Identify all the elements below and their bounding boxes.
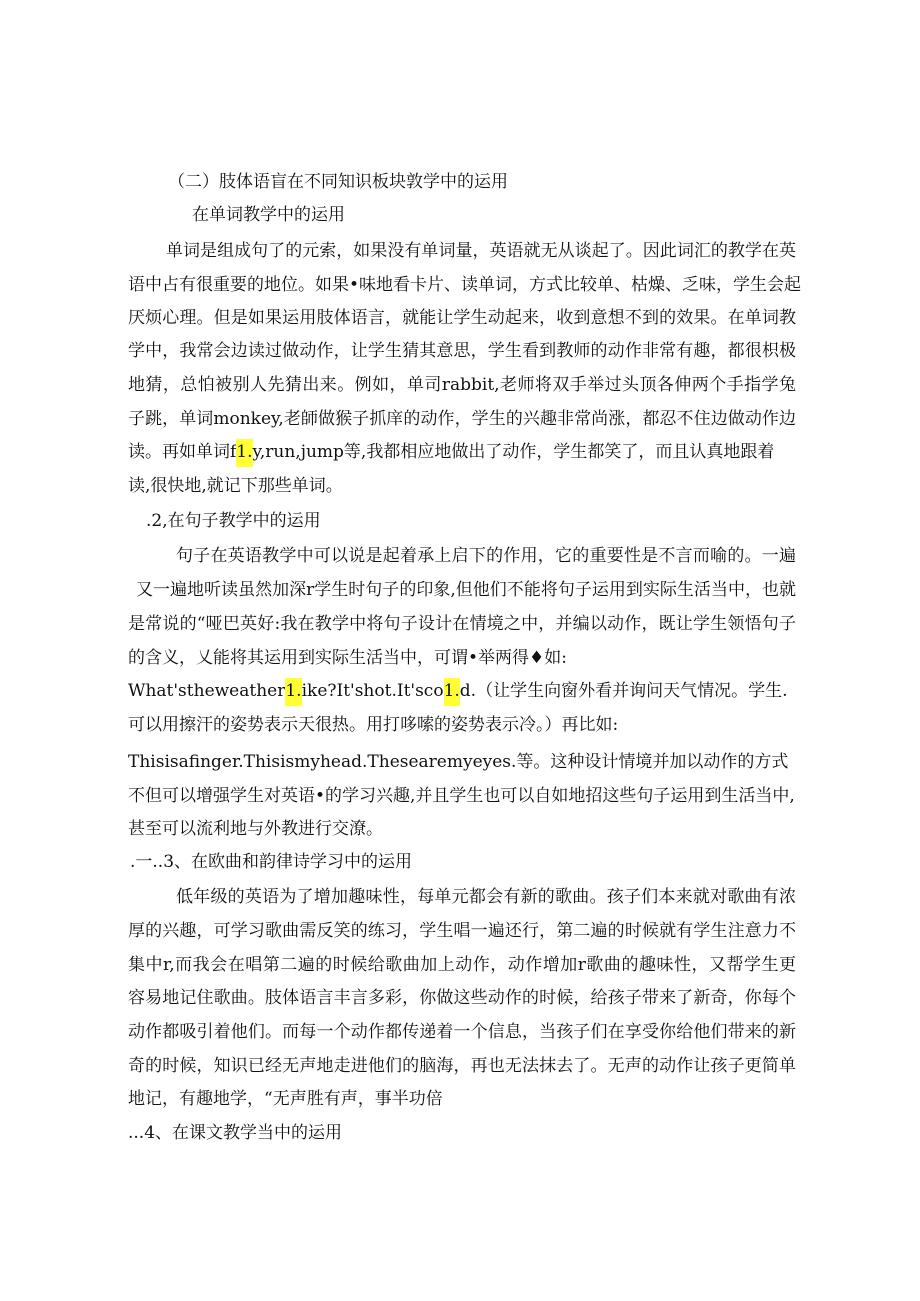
paragraph-line: 容易地记住歌曲。肢体语言丰言多彩，你做这些动作的时候，给孩子带来了新奇，你每个	[128, 988, 796, 1008]
paragraph-line: 学中，我常会边读过做动作，让学生猜其意思，学生看到教师的动作非常有趣，都很枳极	[128, 341, 796, 361]
highlight-mark: 1.	[236, 439, 252, 467]
section-heading-word-teaching: 在单词教学中的运用	[192, 205, 345, 225]
highlight-mark: 1.	[285, 678, 301, 706]
text-segment: What'stheweather	[128, 681, 286, 701]
paragraph-line: 句子在英语教学中可以说是起着承上启下的作用，它的重要性是不言而喻的。一遍	[176, 546, 796, 566]
paragraph-line: 的含义，乂能将其运用到实际生活当中，可谓•举两得♦如:	[128, 648, 567, 668]
paragraph-line: 动作都吸引着他们。而每一个动作都传递着一个信息，当孩子们在享受你给他们带来的新	[128, 1022, 796, 1042]
paragraph-line: 地猜，总怕被别人先猜出来。例如，单司rabbit,老师将双手举过头顶各伸两个手指学兔	[128, 375, 796, 395]
paragraph-line: 单词是组成句了的元索，如果没有单词量，英语就无从谈起了。因此词汇的教学在英	[166, 241, 796, 261]
paragraph-line: 厚的兴趣，可学习歌曲需反笑的练习，学生唱一遍还行，第二遍的时候就有学生注意力不	[128, 921, 796, 941]
section-heading-sentence-teaching: .2,在句子教学中的运用	[146, 511, 321, 531]
paragraph-line: 低年级的英语为了增加趣味性，每单元都会有新的歌曲。孩子们本来就对歌曲有浓	[176, 887, 796, 907]
paragraph-line: 子跳，单词monkey,老師做猴子抓庠的动作，学生的兴趣非常尚涨，都忍不住边做动作边	[128, 409, 796, 429]
highlight-mark: 1.	[444, 678, 460, 706]
paragraph-line-highlighted	[128, 680, 796, 702]
paragraph-line: Thisisafinger.Thisismyhead.Thesearemyeyes.等。这种设计情境并加以动作的方式	[128, 752, 789, 772]
paragraph-line: 又一遍地听读虽然加深r学生时句子的印象,但他们不能将句子运用到实际生活当中，也就	[136, 580, 796, 600]
paragraph-line: 可以用擦汗的姿势表示天很热。用打哆嗦的姿势表示冷。）再比如:	[128, 715, 619, 735]
section-heading-main: （二）肢体语盲在不同知识板块敦学中的运用	[168, 172, 508, 192]
section-heading-song-teaching: .一..3、在欧曲和韵律诗学习中的运用	[130, 852, 413, 872]
paragraph-line: 是常说的“哑巴英好:我在教学中将句子设计在情境之中，并编以动作，既让学生领悟句子	[128, 614, 796, 634]
paragraph-line-highlighted	[128, 441, 796, 463]
paragraph-line: 地记，有趣地学，“无声胜有声，事半功倍	[128, 1089, 443, 1109]
paragraph-line: 厌烦心理。但是如果运用肢体语言，就能让学生动起来，收到意想不到的效果。在单词教	[128, 308, 796, 328]
paragraph-line: 语中占有很重要的地位。如果•味地看卡片、读单词，方式比较单、枯燥、乏味，学生会起	[128, 275, 802, 295]
section-heading-text-teaching: ...4、在课文教学当中的运用	[128, 1123, 343, 1143]
text-segment: 读。再如单词f	[128, 442, 237, 462]
text-segment: y,run,jump等,我都相应地做出了动作，学生都笑了，而且认真地跟着	[252, 442, 775, 462]
paragraph-line: 奇的时候，知识已经无声地走进他们的脑海，再也无法抹去了。无声的动作让孩子更简单	[128, 1056, 796, 1076]
text-segment: ike?It'shot.It'sco	[301, 681, 444, 701]
paragraph-line: 甚至可以流利地与外教进行交潦。	[128, 819, 383, 839]
paragraph-line: 读,很快地,就记下那些单词。	[128, 476, 343, 496]
text-segment: d.（让学生向窗外看并询问天气情况。学生.	[459, 681, 788, 701]
paragraph-line: 不但可以增强学生对英语•的学习兴趣,并且学生也可以自如地招这些句子运用到生活当中,	[128, 786, 795, 806]
paragraph-line: 集中r,而我会在唱第二遍的时候给歌曲加上动作，动作增加r歌曲的趣味性，又帮学生更	[128, 955, 796, 975]
